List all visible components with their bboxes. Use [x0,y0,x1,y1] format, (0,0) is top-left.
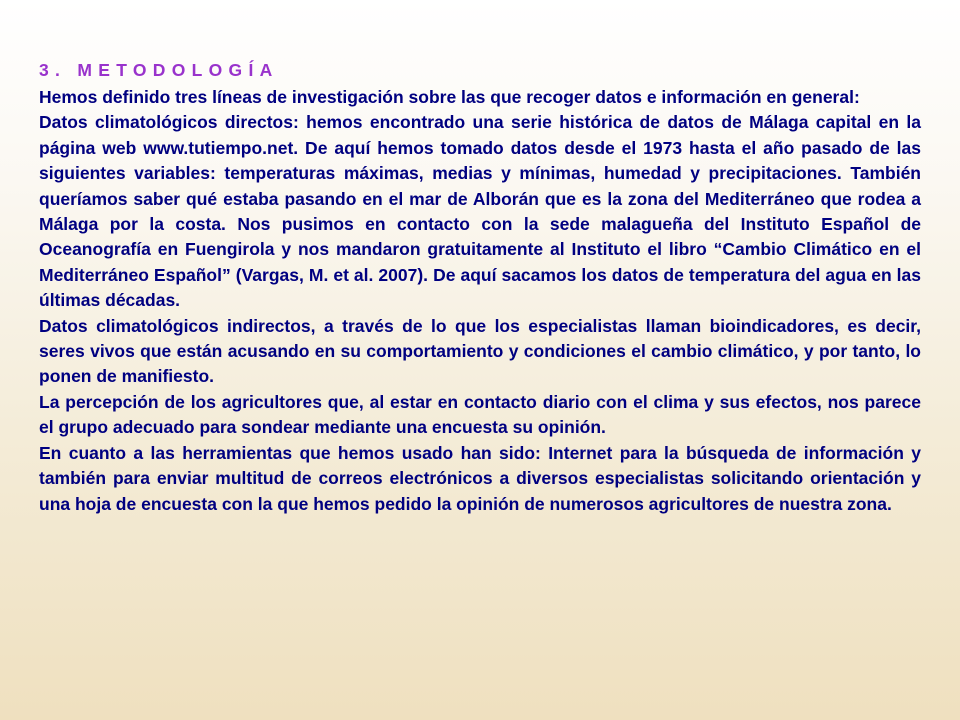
paragraph-indirect-data: Datos climatológicos indirectos, a través de lo que los especialistas llaman bioindicadores, es decir, seres vivos que están acusando en su comportamiento y condiciones el cambio climático, y por tanto, lo ponen de manifiesto. [39,315,921,387]
paragraph-tools: En cuanto a las herramientas que hemos usado han sido: Internet para la búsqueda de información y también para enviar multitud de correos electrónicos a diversos especialistas solicitando orientación y una hoja de encuesta con la que hemos pedido la opinión de numerosos agricultores de nuestra zona. [39,442,921,514]
section-heading: 3. METODOLOGÍA [39,60,279,80]
paragraph-intro: Hemos definido tres líneas de investigación sobre las que recoger datos e información en general: [39,87,860,107]
slide-content [39,56,921,517]
paragraph-direct-data: Datos climatológicos directos: hemos encontrado una serie histórica de datos de Málaga capital en la página web www.tutiempo.net. De aquí hemos tomado datos desde el 1973 hasta el año pasado de las siguientes variables: temperaturas máximas, medias y mínimas, humedad y precipitaciones. También queríamos saber qué estaba pasando en el mar de Alborán que es la zona del Mediterráneo que rodea a Málaga por la costa. Nos pusimos en contacto con la sede malagueña del Instituto Español de Oceanografía en Fuengirola y nos mandaron gratuitamente al Instituto el libro “Cambio Climático en el Mediterráneo Español” (Vargas, M. et al. 2007). De aquí sacamos los datos de temperatura del agua en las últimas décadas. [39,112,921,311]
paragraph-farmers: La percepción de los agricultores que, al estar en contacto diario con el clima y sus efectos, nos parece el grupo adecuado para sondear mediante una encuesta su opinión. [39,391,921,438]
